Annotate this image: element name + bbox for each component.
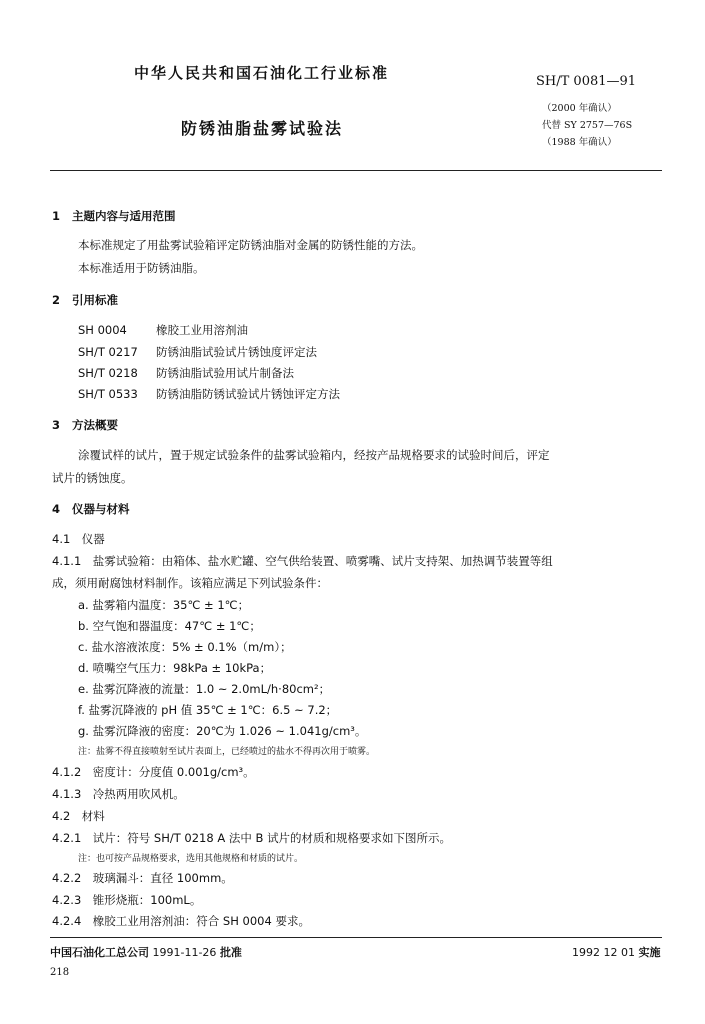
subsection-4-1: 4.1 仪器 [52,532,105,546]
section-3-para-2: 试片的锈蚀度。 [52,471,133,485]
replace-note: 代替 SY 2757—76S [542,120,633,131]
clause-4-1-1: 4.1.1 盐雾试验箱：由箱体、盐水贮罐、空气供给装置、喷雾嘴、试片支持架、加热调节装置等组 [52,554,553,568]
confirm-note-old: （1988 年确认） [542,137,617,148]
reference-item: SH/T 0217 防锈油脂试验试片锈蚀度评定法 [78,345,317,359]
issuing-body: 中华人民共和国石油化工行业标准 [134,64,390,82]
footer-divider [50,937,662,938]
reference-item: SH/T 0533 防锈油脂防锈试验试片锈蚀评定方法 [78,387,340,401]
condition-item: g. 盐雾沉降液的密度：20℃为 1.026 ~ 1.041g/cm³。 [78,724,367,738]
section-1-heading: 1 主题内容与适用范围 [52,209,176,223]
implementation-date: 1992 12 01 [572,946,635,959]
clause-4-2-1: 4.2.1 试片：符号 SH/T 0218 A 法中 B 试片的材质和规格要求如下图所示。 [52,831,452,845]
condition-item: e. 盐雾沉降液的流量：1.0 ~ 2.0mL/h·80cm²； [78,682,331,696]
condition-item: f. 盐雾沉降液的 pH 值 35℃ ± 1℃：6.5 ~ 7.2； [78,703,338,717]
section-3-para-1: 涂覆试样的试片，置于规定试验条件的盐雾试验箱内，经按产品规格要求的试验时间后，评定 [78,448,550,462]
subsection-4-2: 4.2 材料 [52,809,105,823]
reference-item: SH/T 0218 防锈油脂试验用试片制备法 [78,366,294,380]
approval-line [50,944,242,960]
approval-label: 批准 [219,946,242,959]
condition-item: c. 盐水溶液浓度：5% ± 0.1%（m/m）； [78,640,292,654]
implementation-label: 实施 [638,946,661,959]
section-3-heading: 3 方法概要 [52,418,118,432]
section-1-para-2: 本标准适用于防锈油脂。 [78,261,205,275]
clause-4-2-4: 4.2.4 橡胶工业用溶剂油：符合 SH 0004 要求。 [52,914,310,928]
implementation-line [572,944,660,960]
clause-4-2-2: 4.2.2 玻璃漏斗：直径 100mm。 [52,871,233,885]
reference-item: SH 0004 橡胶工业用溶剂油 [78,323,248,337]
section-2-heading: 2 引用标准 [52,293,118,307]
clause-4-1-3: 4.1.3 冷热两用吹风机。 [52,787,185,801]
clause-4-1-1-cont: 成，须用耐腐蚀材料制作。该箱应满足下列试验条件： [52,576,328,590]
approval-org: 中国石油化工总公司 [50,946,149,959]
header-divider [50,170,662,171]
standard-code: SH/T 0081—91 [536,74,637,89]
confirm-note: （2000 年确认） [542,103,617,114]
condition-item: a. 盐雾箱内温度：35℃ ± 1℃； [78,598,250,612]
document-title: 防锈油脂盐雾试验法 [181,119,344,138]
section-4-heading: 4 仪器与材料 [52,502,130,516]
page-number: 218 [50,967,70,978]
condition-item: d. 喷嘴空气压力：98kPa ± 10kPa； [78,661,272,675]
note-2: 注：也可按产品规格要求，选用其他规格和材质的试片。 [78,854,304,864]
clause-4-1-2: 4.1.2 密度计：分度值 0.001g/cm³。 [52,765,255,779]
approval-date: 1991-11-26 [152,946,217,959]
note-1: 注：盐雾不得直接喷射至试片表面上，已经喷过的盐水不得再次用于喷雾。 [78,747,376,757]
section-1-para-1: 本标准规定了用盐雾试验箱评定防锈油脂对金属的防锈性能的方法。 [78,238,423,252]
condition-item: b. 空气饱和器温度：47℃ ± 1℃； [78,619,261,633]
clause-4-2-3: 4.2.3 锥形烧瓶：100mL。 [52,893,202,907]
